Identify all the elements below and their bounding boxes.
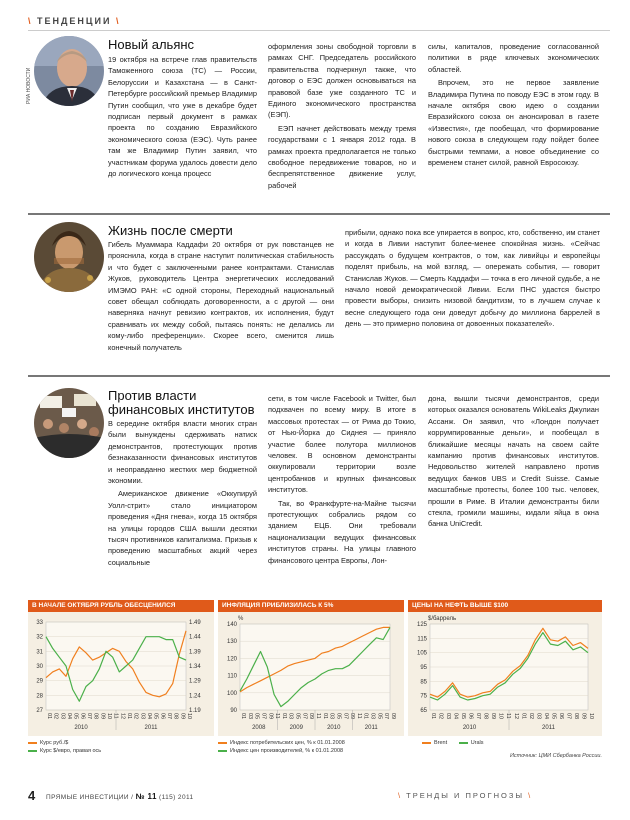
x-tick-label: 01 (46, 713, 52, 720)
x-tick-label: 02 (52, 713, 59, 720)
chart3-svg (408, 612, 602, 736)
x-group-label: 2011 (144, 725, 158, 731)
x-tick-label: 07 (301, 713, 308, 720)
legend-swatch-green (459, 742, 468, 744)
x-tick-label: 11 (505, 713, 512, 719)
x-tick-label: 12 (119, 713, 126, 720)
separator-1 (28, 213, 610, 215)
chart1-box (28, 612, 214, 736)
y-tick-label: 120 (226, 656, 237, 663)
article1-col2-para2: ЕЭП начнет действовать между тремя государствами с 1 января 2012 года. В рамках проекта предполагается не только свободное передвижение товаров, но и беспрепятственное движение услуг, рабочей (268, 123, 416, 190)
chart3-legend (408, 739, 602, 747)
chart1-legend-item-rub (28, 739, 214, 747)
chart2-box (218, 612, 404, 736)
article1-col2-para1: оформления зоны свободной торговли в рамках СНГ. Председатель российского правительства подчеркнул также, что договор о ЕЭС должен основываться на правовой базе уже созданного ТС и Единого экономического пространства (ЕЭП). (268, 42, 416, 120)
y-tick-label: 29 (36, 678, 43, 685)
x-tick-label: 05 (294, 713, 301, 720)
x-tick-label: 02 (527, 713, 534, 720)
x-tick-label: 02 (132, 713, 139, 720)
x-tick-label: 11 (274, 713, 281, 719)
y-tick-label: 30 (36, 664, 43, 670)
x-tick-label: 09 (179, 713, 186, 720)
x-tick-label: 05 (253, 713, 260, 720)
x-tick-label: 08 (172, 713, 179, 720)
x-tick-label: 07 (260, 713, 267, 720)
x-tick-label: 10 (588, 713, 594, 720)
article1-col2 (268, 41, 416, 191)
x-tick-label: 08 (572, 713, 579, 720)
x-tick-label: 01 (362, 713, 369, 720)
y-tick-label: 140 (226, 622, 237, 628)
legend-swatch-green (218, 750, 227, 752)
article3-col3 (428, 393, 599, 530)
x-tick-label: 01 (280, 713, 287, 720)
y-axis-label: $/баррель (428, 616, 457, 622)
source-note: Источник: ЦМИ Сбербанка России. (509, 753, 602, 759)
rubric-label: ТРЕНДЫ И ПРОГНОЗЫ (406, 791, 524, 800)
y2-tick-label: 1.49 (189, 620, 201, 626)
article1-col1 (108, 54, 257, 179)
x-tick-label: 11 (355, 713, 362, 719)
x-group-label: 2011 (364, 725, 378, 731)
x-group-label: 2010 (74, 725, 88, 731)
protest-photo (34, 388, 104, 458)
x-tick-label: 11 (315, 713, 321, 719)
article2-col1-text: Гибель Муаммара Каддафи 20 октября от рук повстанцев не прояснила, когда в стране наступит политическая стабильность и что будет с заключенными ранее контрактами. Станислав Жуков, руководитель Центра энергетических исследований ИМЭМО РАН: «С одной стороны, Переходный национальный совет обещал соблюдать договоренности, а с другой — они наверняка начнут ревизию контрактов, их исполнения, будут сравнивать их между собой, пытаясь понять: не делались ли кому-либо преференции». Скорее всего, сменится лишь конечный получатель (108, 240, 334, 352)
chart1-svg (28, 612, 214, 736)
x-tick-label: 07 (475, 713, 482, 720)
x-tick-label: 03 (287, 713, 294, 720)
x-tick-label: 05 (72, 713, 79, 720)
x-tick-label: 03 (328, 713, 335, 720)
y-tick-label: 75 (420, 693, 427, 700)
legend-label: Индекс цен производителей, % к 01.01.2008 (230, 748, 344, 754)
y-tick-label: 33 (36, 620, 43, 626)
x-tick-label: 12 (512, 713, 519, 720)
y-tick-label: 32 (36, 634, 43, 641)
chart2-svg (218, 612, 404, 736)
chart3-panel (408, 600, 602, 759)
y2-tick-label: 1.29 (189, 678, 201, 685)
x-tick-label: 05 (460, 713, 467, 720)
x-tick-label: 07 (166, 713, 172, 720)
chart1-legend (28, 739, 214, 755)
y-tick-label: 105 (416, 650, 427, 657)
y-tick-label: 85 (420, 679, 427, 686)
x-tick-label: 06 (557, 713, 564, 720)
y-tick-label: 130 (226, 639, 237, 646)
x-tick-label: 03 (139, 713, 146, 720)
x-tick-label: 04 (66, 713, 72, 720)
y-tick-label: 125 (416, 622, 427, 628)
x-tick-label: 11 (112, 713, 119, 719)
y-tick-label: 100 (226, 690, 237, 697)
chart2-legend (218, 739, 404, 755)
x-tick-label: 05 (376, 713, 383, 720)
x-tick-label: 02 (437, 713, 444, 720)
x-tick-label: 04 (146, 713, 152, 720)
x-tick-label: 10 (186, 713, 192, 720)
legend-label: Курс $/евро, правая ось (40, 748, 102, 754)
article3-col2-para2: Так, во Франкфурте-на-Майне тысячи протестующих собрались рядом со зданием ЕЦБ. Они требовали национализации ведущих финансовых институтов страны. На улицы главного финансового центра Европы, Лон- (268, 498, 416, 565)
x-tick-label: 06 (467, 713, 474, 720)
chart3-legend-item-urals (459, 740, 484, 746)
article3-title-line1: Против власти (108, 388, 197, 403)
legend-label: Курс руб./$ (40, 740, 69, 746)
x-tick-label: 09 (390, 713, 396, 720)
legend-swatch-orange (422, 742, 431, 744)
y-tick-label: 31 (36, 649, 43, 656)
article-title-protest (108, 389, 255, 417)
y2-tick-label: 1.24 (189, 693, 201, 700)
legend-swatch-orange (28, 742, 37, 744)
x-tick-label: 03 (246, 713, 253, 720)
legend-swatch-green (28, 750, 37, 752)
x-tick-label: 07 (565, 713, 572, 720)
page-number: 4 (28, 788, 36, 803)
x-tick-label: 05 (550, 713, 557, 720)
journal-name: ПРЯМЫЕ ИНВЕСТИЦИИ / (46, 794, 134, 801)
separator-2 (28, 375, 610, 377)
x-tick-label: 01 (520, 713, 527, 720)
x-tick-label: 01 (126, 713, 132, 720)
x-tick-label: 01 (240, 713, 246, 720)
article1-col1-text: 19 октября на встрече глав правительств Таможенного союза (ТС) — России, Белоруссии и Казахстана — в Санкт-Петербурге российский премьер Владимир Путин сообщил, что уже в декабре будет подписан первый документ в рамках проекта по созданию Евразийского экономического союза (ЕЭС). Чуть ранее там же Владимир Путин заявил, что участникам форума удалось довести дело до логического конца процесс (108, 55, 257, 179)
y-tick-label: 27 (36, 708, 43, 714)
y2-tick-label: 1.19 (189, 708, 201, 714)
issue-number: № 11 (135, 792, 157, 801)
y-tick-label: 90 (230, 708, 237, 714)
x-tick-label: 07 (342, 713, 349, 720)
putin-photo (34, 36, 104, 106)
legend-label: Brent (434, 740, 448, 746)
x-tick-label: 05 (335, 713, 342, 720)
x-tick-label: 04 (542, 713, 549, 720)
article3-col1 (108, 418, 257, 568)
x-tick-label: 10 (497, 713, 504, 720)
y-tick-label: 115 (417, 636, 427, 643)
x-tick-label: 09 (99, 713, 106, 720)
article2-col2-text: прибыли, однако пока все упирается в вопрос, кто, собственно, им станет и когда в Ливии наступит более-менее спокойная жизнь. «Сейчас рассуждать о будущем контрактов, о том, как ливийцы и европейцы поделят прибыль, на мой взгляд, — опережать события, — говорит Станислав Жуков. — Смерть Каддафи — точка в его личной судьбе, а не начало новой демократической Ливии. Если ПНС удастся быстро провести выборы, снизить низовой бандитизм, то в лучшем случае к весне следующего года они доведут добычу до миллиона баррелей в день — это примерно половина от довоенных показателей». (345, 228, 600, 329)
chart2-header: ИНФЛЯЦИЯ ПРИБЛИЗИЛАСЬ К 5% (218, 600, 404, 612)
journal-info (46, 792, 194, 801)
y2-tick-label: 1.34 (189, 664, 201, 670)
article3-col3-text: дона, вышли тысячи демонстрантов, среди которых оказался основатель WikiLeaks Джулиан Ассанж. Он заявил, что «Лондон получает коррумпированные деньги», и пообещал в ближайшие месяцы начать на своем сайте кампанию против финансовых институтов. Недовольство жителей направлено против ведущих банков UBS и Credit Suisse. Самые масштабные протесты, более 100 тыс. человек, прошли в Риме. В Италии демонстранты били стекла, громили машины, кидали яйца в окна банка UniCredit. (428, 394, 599, 529)
x-tick-label: 03 (369, 713, 376, 720)
y2-tick-label: 1.39 (189, 649, 201, 656)
y-axis-label: % (238, 616, 244, 622)
x-tick-label: 05 (152, 713, 159, 720)
chart3-box (408, 612, 602, 736)
x-tick-label: 06 (79, 713, 86, 720)
legend-label: Urals (470, 740, 484, 746)
x-group-label: 2010 (327, 725, 341, 731)
x-tick-label: 04 (452, 713, 459, 720)
x-tick-label: 09 (308, 713, 315, 720)
x-group-label: 2008 (252, 725, 266, 731)
article3-col1-para2: Американское движение «Оккупируй Уолл-стрит» стало инициатором проведения «Дня гнева», когда 15 октября на улицы городов США вышли десятки тысяч противников капитализма. Призыв к проведению масштабных акций через социальные (108, 489, 257, 567)
x-tick-label: 06 (159, 713, 166, 720)
y-tick-label: 110 (227, 673, 237, 680)
x-tick-label: 07 (86, 713, 92, 720)
x-tick-label: 09 (490, 713, 497, 720)
x-tick-label: 01 (430, 713, 436, 720)
article3-col2 (268, 393, 416, 566)
chart3-header: ЦЕНЫ НА НЕФТЬ ВЫШЕ $100 (408, 600, 602, 612)
section-label: \ ТЕНДЕНЦИИ \ (28, 16, 121, 26)
chart1-legend-item-eur (28, 747, 214, 755)
x-group-label: 2011 (542, 725, 555, 731)
article-title-new-alliance: Новый альянс (108, 37, 195, 52)
chart1-panel (28, 600, 214, 755)
x-tick-label: 03 (535, 713, 542, 720)
x-tick-label: 07 (383, 713, 390, 720)
y-tick-label: 28 (36, 693, 43, 700)
article-title-life-after-death: Жизнь после смерти (108, 223, 233, 238)
rubric: \ ТРЕНДЫ И ПРОГНОЗЫ \ (398, 791, 533, 800)
x-tick-label: 10 (106, 713, 112, 720)
x-tick-label: 09 (349, 713, 356, 720)
x-tick-label: 01 (321, 713, 328, 720)
article1-col3-para1: силы, капиталов, проведение согласованной политики в ряде ключевых экономических областей. (428, 42, 599, 74)
photo-credit: РИА НОВОСТИ (26, 67, 32, 104)
y-tick-label: 95 (420, 665, 427, 671)
y2-tick-label: 1.44 (189, 634, 201, 641)
article1-col3 (428, 41, 599, 168)
gaddafi-photo (34, 222, 104, 292)
x-tick-label: 09 (580, 713, 587, 720)
chart1-header: В НАЧАЛЕ ОКТЯБРЯ РУБЛЬ ОБЕСЦЕНИЛСЯ (28, 600, 214, 612)
x-tick-label: 08 (92, 713, 99, 720)
x-tick-label: 03 (59, 713, 66, 720)
top-rule (28, 30, 610, 31)
chart2-legend-item-cpi (218, 739, 404, 747)
issue-year: (115) 2011 (159, 794, 194, 801)
plot-area (240, 624, 390, 710)
article3-title-line2: финансовых институтов (108, 402, 255, 417)
x-tick-label: 08 (482, 713, 489, 720)
x-tick-label: 09 (267, 713, 274, 720)
legend-swatch-orange (218, 742, 227, 744)
article3-col1-para1: В середине октября власти многих стран были вынуждены сдерживать натиск демонстрантов, протестующих против безнаказанности финансовых институтов и неоправданно жестких мер бюджетной экономии. (108, 419, 257, 486)
y-tick-label: 65 (420, 708, 427, 714)
article1-col3-para2: Впрочем, это не первое заявление Владимира Путина по поводу ЕЭС в этом году. В начале октября свою идею о создании Евразийского союза он анонсировал в газете «Известия», где пообещал, что формирование нового союза в следующем году пойдет более быстрыми темпами, а новое объединение со временем станет силой, равной Евросоюзу. (428, 78, 599, 168)
article2-col2 (345, 227, 600, 330)
article3-col2-para1: сети, в том числе Facebook и Twitter, был подхвачен по всему миру. В итоге в массовых протестах — от Рима до Токио, от Нью-Йорка до Сиднея — приняло участие более полутора миллионов человек. В основном демонстранты оккупировали территории возле центробанков и крупных финансовых институтов. (268, 394, 416, 495)
chart2-legend-item-ppi (218, 747, 404, 755)
x-tick-label: 03 (445, 713, 452, 720)
article2-col1 (108, 239, 334, 353)
chart3-legend-item-brent (422, 740, 447, 746)
legend-label: Индекс потребительских цен, % к 01.01.2008 (230, 740, 345, 746)
x-group-label: 2009 (289, 725, 303, 731)
x-group-label: 2010 (462, 725, 477, 731)
chart2-panel (218, 600, 404, 755)
